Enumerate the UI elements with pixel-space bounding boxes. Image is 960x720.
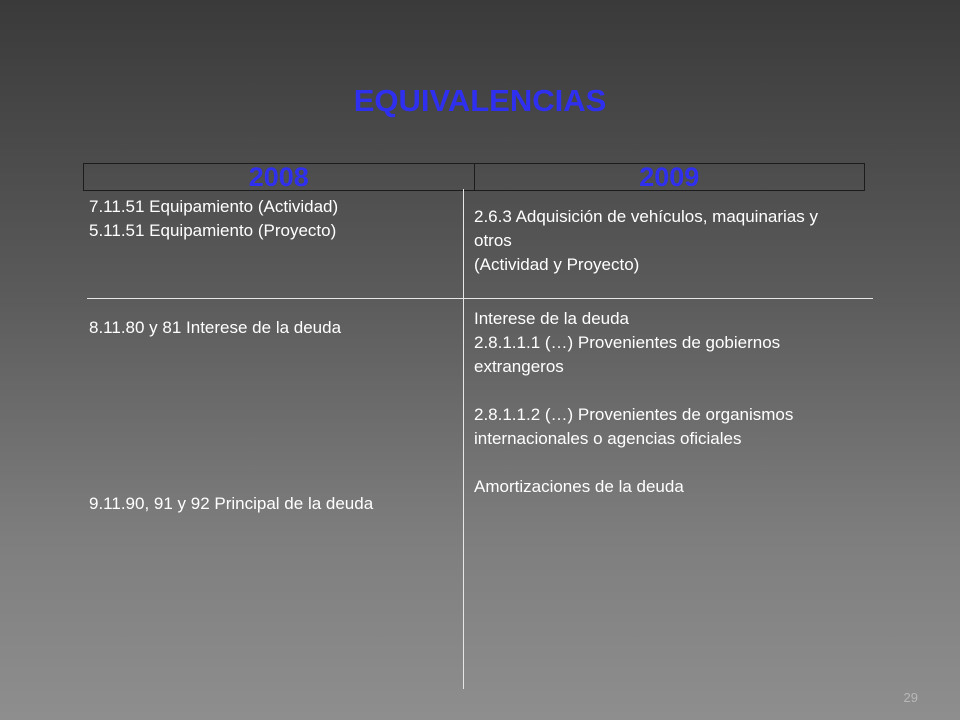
- internacionales-text: internacionales o agencias oficiales: [474, 429, 742, 448]
- row1-left-cell: [89, 195, 338, 243]
- interese-deuda-2009-text: Interese de la deuda: [474, 309, 630, 328]
- adquisicion-otros-text: otros: [474, 231, 512, 250]
- equipamiento-proyecto-text: 5.11.51 Equipamiento (Proyecto): [89, 221, 337, 240]
- row1-right-cell: [474, 205, 818, 277]
- spacer: [474, 451, 793, 475]
- equipamiento-actividad-text: 7.11.51 Equipamiento (Actividad): [89, 197, 339, 216]
- spacer: [474, 379, 793, 403]
- principal-deuda-text: 9.11.90, 91 y 92 Principal de la deuda: [89, 494, 374, 513]
- gobiernos-text: 2.8.1.1.1 (…) Provenientes de gobiernos: [474, 333, 781, 352]
- adquisicion-vehiculos-text: 2.6.3 Adquisición de vehículos, maquinarias y: [474, 207, 818, 226]
- header-2009: 2009: [474, 164, 865, 190]
- row2-left-principal-cell: [89, 492, 373, 516]
- row2-right-cell: [474, 307, 793, 499]
- column-divider: [463, 189, 464, 689]
- table-header-row: [83, 163, 865, 191]
- slide-title: EQUIVALENCIAS: [353, 83, 607, 118]
- organismos-text: 2.8.1.1.2 (…) Provenientes de organismos: [474, 405, 794, 424]
- amortizaciones-text: Amortizaciones de la deuda: [474, 477, 684, 496]
- actividad-proyecto-text: (Actividad y Proyecto): [474, 255, 640, 274]
- interes-deuda-2008-text: 8.11.80 y 81 Interese de la deuda: [89, 318, 342, 337]
- row-divider: [87, 298, 873, 299]
- extrangeros-text: extrangeros: [474, 357, 564, 376]
- page-number: 29: [903, 690, 918, 705]
- row2-left-interes-cell: [89, 316, 341, 340]
- header-2008: 2008: [248, 162, 309, 192]
